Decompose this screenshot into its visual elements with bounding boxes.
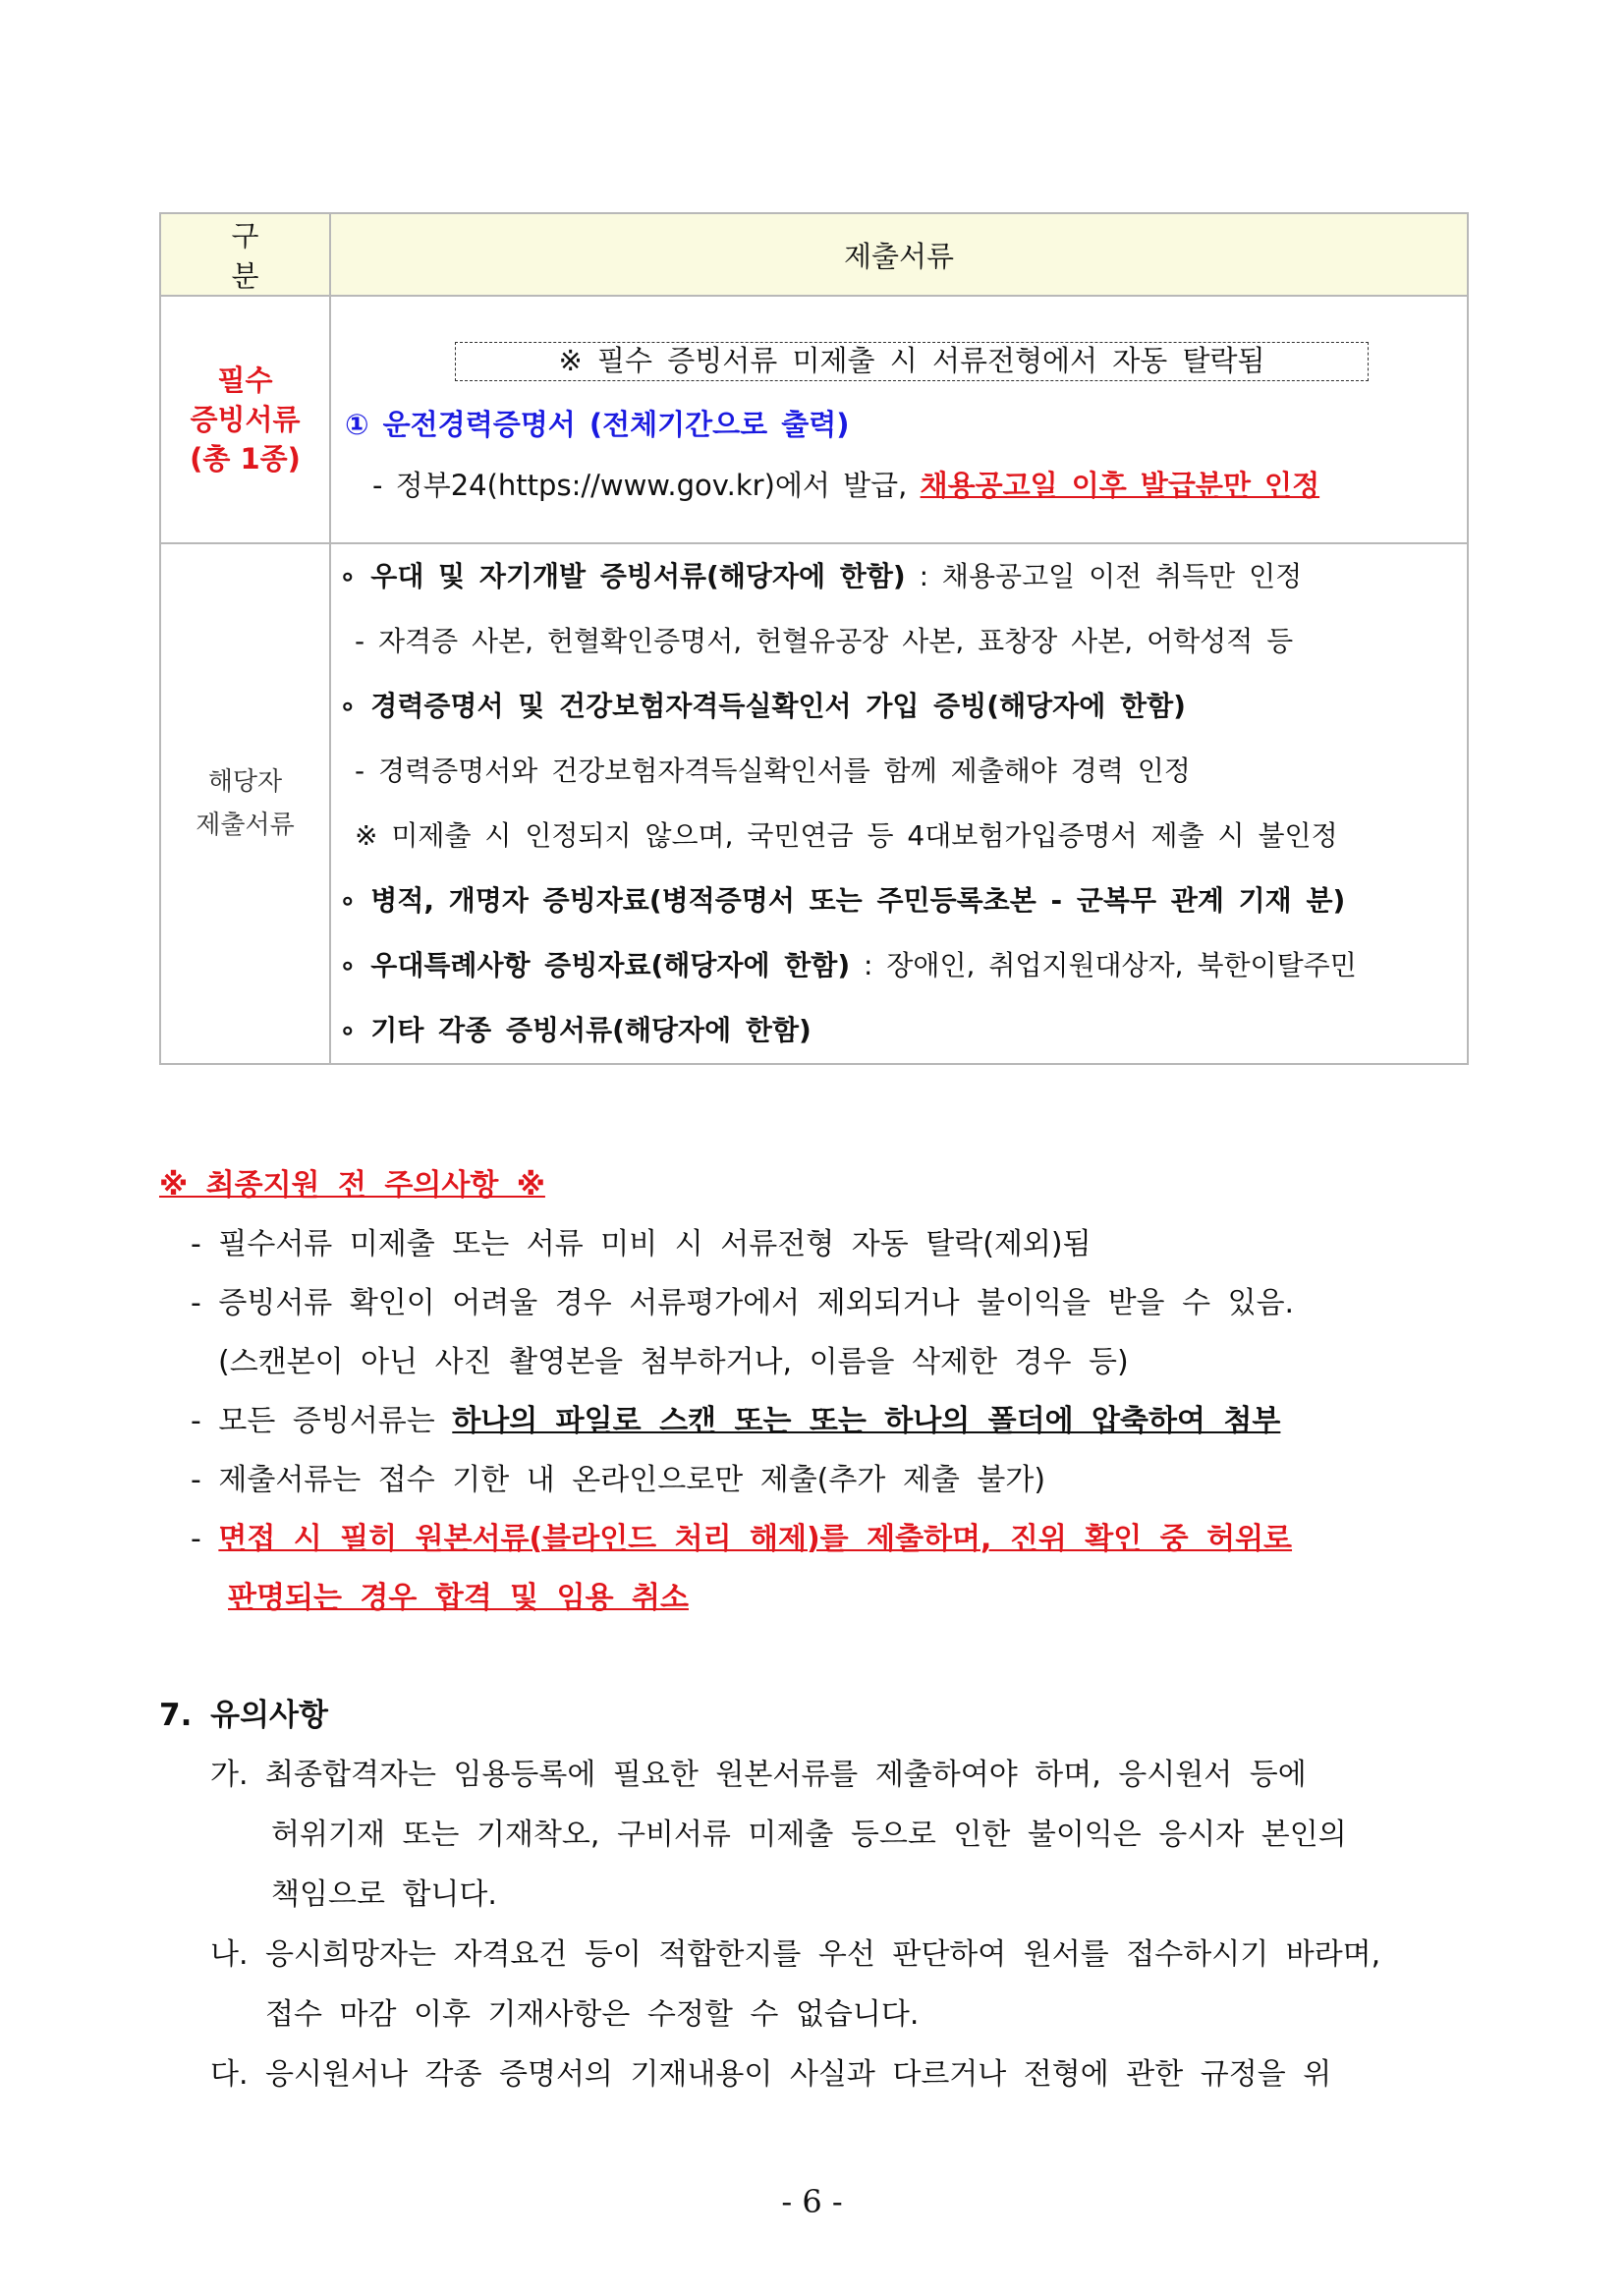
caution-line: - 제출서류는 접수 기한 내 온라인으로만 제출(추가 제출 불가) <box>191 1463 1046 1497</box>
required-notice: ※ 필수 증빙서류 미제출 시 서류전형에서 자동 탈락됨 <box>455 342 1369 381</box>
optional-line: - 자격증 사본, 헌혈확인증명서, 헌혈유공장 사본, 표창장 사본, 어학성적 등 <box>355 625 1294 657</box>
required-row <box>160 296 1468 543</box>
required-category-line: (총 1종) <box>190 442 301 476</box>
optional-line: ∘ 병적, 개명자 증빙자료(병적증명서 또는 주민등록초본 - 군복무 관계 기재 분) <box>339 884 1346 917</box>
notice-item-ga-cont: 책임으로 합니다. <box>271 1877 497 1912</box>
notice-item-ga: 가. 최종합격자는 임용등록에 필요한 원본서류를 제출하여야 하며, 응시원서 등에 <box>210 1758 1307 1792</box>
required-detail-text: - 정부24(https://www.gov.kr)에서 발급, <box>372 469 921 502</box>
optional-line <box>339 933 1467 998</box>
optional-category <box>160 543 330 1064</box>
table-header-row <box>160 213 1468 296</box>
caution-title: ※ 최종지원 전 주의사항 ※ <box>159 1168 545 1203</box>
optional-line-rest: : 채용공고일 이전 취득만 인정 <box>905 560 1303 592</box>
optional-category-line: 제출서류 <box>196 811 295 840</box>
optional-line: ※ 미제출 시 인정되지 않으며, 국민연금 등 4대보험가입증명서 제출 시 불인정 <box>355 819 1338 852</box>
optional-documents-cell <box>330 543 1468 1064</box>
optional-row <box>160 543 1468 1064</box>
caution-line: - 증빙서류 확인이 어려울 경우 서류평가에서 제외되거나 불이익을 받을 수 있음. <box>191 1286 1295 1320</box>
required-item: ① 운전경력증명서 (전체기간으로 출력) <box>345 408 850 441</box>
notice-item-na-cont: 접수 마감 이후 기재사항은 수정할 수 없습니다. <box>265 1997 920 2032</box>
caution-line <box>191 1514 1292 1557</box>
page-number: - 6 - <box>781 2183 843 2220</box>
optional-line-bold: ∘ 우대 및 자기개발 증빙서류(해당자에 한함) <box>339 560 906 592</box>
section-title: 7. 유의사항 <box>159 1698 328 1733</box>
optional-line-rest: : 장애인, 취업지원대상자, 북한이탈주민 <box>850 949 1357 981</box>
optional-line: - 경력증명서와 건강보험자격득실확인서를 함께 제출해야 경력 인정 <box>355 755 1191 787</box>
optional-category-line: 해당자 <box>207 767 283 797</box>
caution-text: - 모든 증빙서류는 <box>191 1404 453 1438</box>
caution-line <box>191 1396 1280 1439</box>
caution-line-continued <box>228 1573 689 1616</box>
header-category: 구 분 <box>160 213 330 296</box>
notice-item-da: 다. 응시원서나 각종 증명서의 기재내용이 사실과 다르거나 전형에 관한 규정을 위 <box>210 2057 1332 2092</box>
optional-line <box>339 544 1467 609</box>
caution-underlined: 하나의 파일로 스캔 또는 또는 하나의 폴더에 압축하여 첨부 <box>452 1404 1281 1438</box>
documents-table <box>159 212 1469 1065</box>
required-documents-cell <box>330 296 1468 543</box>
required-category-line: 증빙서류 <box>190 403 301 436</box>
caution-line: - 필수서류 미제출 또는 서류 미비 시 서류전형 자동 탈락(제외)됨 <box>191 1227 1092 1261</box>
optional-line: ∘ 기타 각종 증빙서류(해당자에 한함) <box>339 1014 812 1046</box>
caution-warning-cont: 판명되는 경우 합격 및 임용 취소 <box>228 1581 689 1615</box>
caution-line-continued: (스캔본이 아닌 사진 촬영본을 첨부하거나, 이름을 삭제한 경우 등) <box>218 1345 1129 1379</box>
caution-warning: 면접 시 필히 원본서류(블라인드 처리 해제)를 제출하며, 진위 확인 중 허위로 <box>218 1522 1293 1556</box>
caution-dash: - <box>191 1522 219 1556</box>
optional-line-bold: ∘ 우대특례사항 증빙자료(해당자에 한함) <box>339 949 851 981</box>
notice-item-ga-cont: 허위기재 또는 기재착오, 구비서류 미제출 등으로 인한 불이익은 응시자 본인의 <box>271 1818 1347 1852</box>
optional-line: ∘ 경력증명서 및 건강보험자격득실확인서 가입 증빙(해당자에 한함) <box>339 690 1186 722</box>
notice-item-na: 나. 응시희망자는 자격요건 등이 적합한지를 우선 판단하여 원서를 접수하시기 바라며, <box>210 1937 1381 1972</box>
header-documents: 제출서류 <box>330 213 1468 296</box>
required-item-detail <box>372 464 1319 504</box>
required-detail-highlight: 채용공고일 이후 발급분만 인정 <box>920 469 1320 502</box>
required-category-line: 필수 <box>217 364 273 397</box>
required-category <box>160 296 330 543</box>
